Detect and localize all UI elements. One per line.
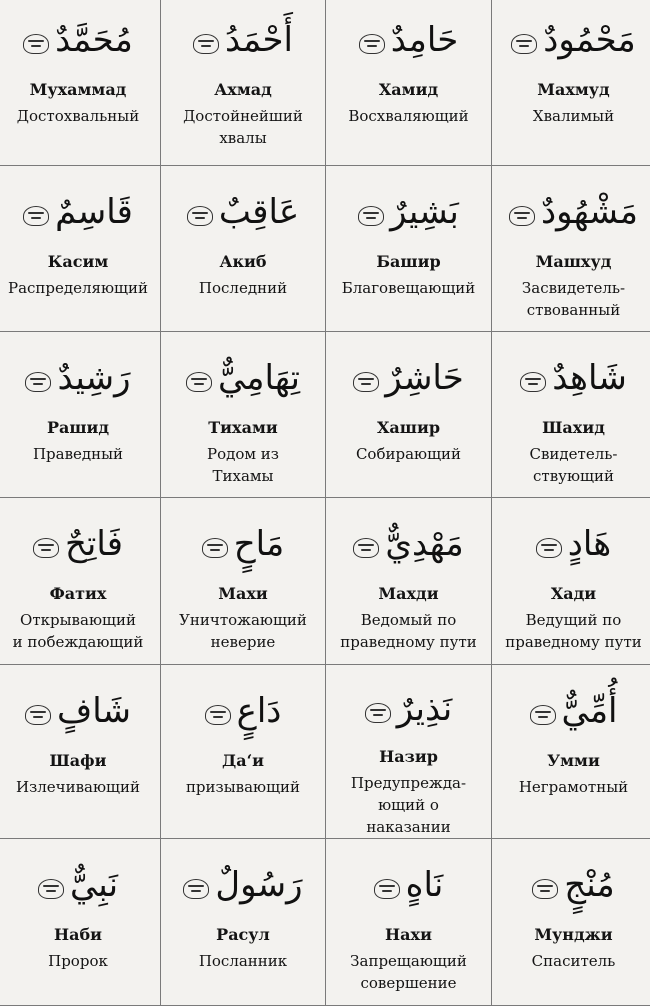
name-card — [492, 498, 650, 665]
arabic-name: بَشِيرٌ — [390, 192, 459, 232]
name-transliteration: Фатих — [49, 584, 107, 603]
salawat-ligature-icon — [202, 538, 228, 558]
arabic-name: حَامِدٌ — [390, 20, 459, 60]
name-card — [0, 332, 161, 498]
arabic-row — [25, 348, 130, 408]
name-card — [492, 665, 650, 839]
name-meaning: Распределяющий — [7, 279, 149, 297]
name-transliteration: Тихами — [208, 418, 278, 437]
salawat-ligature-icon — [532, 879, 558, 899]
arabic-name: مَحْمُودٌ — [543, 20, 636, 60]
arabic-name: رَشِيدٌ — [57, 358, 131, 398]
name-card — [161, 498, 326, 665]
name-card — [0, 839, 161, 1006]
name-card — [326, 332, 492, 498]
arabic-row — [202, 514, 285, 574]
name-meaning: призывающий — [185, 778, 301, 796]
name-card — [326, 0, 492, 166]
name-card — [161, 0, 326, 166]
name-meaning: Спаситель — [531, 952, 616, 970]
arabic-name: حَاشِرٌ — [385, 358, 464, 398]
name-card — [326, 166, 492, 332]
arabic-name: أُمِّيٌّ — [561, 691, 618, 731]
arabic-row — [353, 348, 464, 408]
salawat-ligature-icon — [25, 705, 51, 725]
name-card — [492, 0, 650, 166]
arabic-name: مُحَمَّدٌ — [55, 20, 133, 60]
arabic-name: رَسُولٌ — [215, 865, 303, 905]
salawat-ligature-icon — [359, 34, 385, 54]
name-meaning: Ведущий по праведному пути — [505, 611, 642, 651]
name-transliteration: Да‘и — [221, 751, 265, 770]
name-transliteration: Касим — [47, 252, 109, 271]
name-transliteration: Махмуд — [537, 80, 610, 99]
name-meaning: Свидетель- ствующий — [529, 445, 618, 485]
name-meaning: Достохвальный — [16, 107, 140, 125]
salawat-ligature-icon — [365, 703, 391, 723]
arabic-name: نَاهٍ — [405, 865, 444, 905]
name-meaning: Засвидетель- ствованный — [521, 279, 626, 319]
name-transliteration: Хамид — [378, 80, 439, 99]
arabic-row — [38, 855, 118, 915]
arabic-row — [365, 681, 453, 737]
salawat-ligature-icon — [183, 879, 209, 899]
arabic-name: مَشْهُودٌ — [541, 192, 638, 232]
name-card — [326, 665, 492, 839]
salawat-ligature-icon — [193, 34, 219, 54]
name-card — [0, 0, 161, 166]
salawat-ligature-icon — [374, 879, 400, 899]
name-meaning: Хвалимый — [532, 107, 615, 125]
arabic-name: عَاقِبٌ — [218, 192, 300, 232]
arabic-name: مَاحٍ — [233, 524, 285, 564]
salawat-ligature-icon — [536, 538, 562, 558]
arabic-row — [511, 10, 636, 70]
name-card — [492, 332, 650, 498]
name-meaning: Неграмотный — [518, 778, 629, 796]
salawat-ligature-icon — [187, 206, 213, 226]
salawat-ligature-icon — [23, 206, 49, 226]
name-meaning: Открывающий и побеждающий — [12, 611, 144, 651]
name-card — [0, 498, 161, 665]
name-card — [161, 665, 326, 839]
name-transliteration: Наби — [53, 925, 103, 944]
name-meaning: Посланник — [198, 952, 288, 970]
arabic-row — [186, 348, 300, 408]
name-card — [161, 839, 326, 1006]
name-transliteration: Шахид — [542, 418, 605, 437]
arabic-row — [536, 514, 611, 574]
name-meaning: Праведный — [32, 445, 124, 463]
arabic-name: شَافٍ — [56, 691, 132, 731]
name-transliteration: Машхуд — [535, 252, 612, 271]
name-transliteration: Ахмад — [214, 80, 272, 99]
arabic-row — [187, 182, 299, 242]
name-meaning: Уничтожающий неверие — [179, 611, 307, 651]
name-meaning: Последний — [198, 279, 288, 297]
name-transliteration: Мухаммад — [29, 80, 127, 99]
arabic-name: شَاهِدٌ — [552, 358, 627, 398]
name-meaning: Запрещающий совершение — [350, 952, 467, 992]
name-card — [326, 839, 492, 1006]
name-transliteration: Шафи — [49, 751, 107, 770]
name-card — [326, 498, 492, 665]
arabic-name: نَبِيٌّ — [69, 865, 119, 905]
name-transliteration: Махди — [378, 584, 439, 603]
salawat-ligature-icon — [33, 538, 59, 558]
name-card — [0, 665, 161, 839]
arabic-row — [205, 681, 282, 741]
name-transliteration: Хашир — [376, 418, 441, 437]
name-transliteration: Нахи — [385, 925, 432, 944]
arabic-name: هَادٍ — [567, 524, 612, 564]
name-transliteration: Рашид — [46, 418, 110, 437]
arabic-row — [23, 182, 133, 242]
arabic-row — [358, 182, 459, 242]
name-transliteration: Расул — [216, 925, 270, 944]
salawat-ligature-icon — [23, 34, 49, 54]
salawat-ligature-icon — [509, 206, 535, 226]
salawat-ligature-icon — [353, 372, 379, 392]
salawat-ligature-icon — [511, 34, 537, 54]
name-meaning: Благовещающий — [341, 279, 476, 297]
name-meaning: Ведомый по праведному пути — [340, 611, 477, 651]
salawat-ligature-icon — [205, 705, 231, 725]
name-transliteration: Назир — [379, 747, 438, 766]
name-meaning: Излечивающий — [16, 778, 140, 796]
salawat-ligature-icon — [358, 206, 384, 226]
salawat-ligature-icon — [186, 372, 212, 392]
name-meaning: Родом из Тихамы — [206, 445, 279, 485]
salawat-ligature-icon — [25, 372, 51, 392]
salawat-ligature-icon — [530, 705, 556, 725]
name-card — [492, 166, 650, 332]
name-transliteration: Башир — [376, 252, 441, 271]
name-card — [161, 332, 326, 498]
arabic-row — [353, 514, 463, 574]
arabic-row — [520, 348, 627, 408]
arabic-name: تِهَامِيٌّ — [217, 358, 301, 398]
arabic-row — [33, 514, 123, 574]
name-meaning: Предупрежда- ющий о наказании — [350, 774, 467, 836]
name-transliteration: Акиб — [219, 252, 267, 271]
arabic-name: قَاسِمٌ — [55, 192, 133, 232]
arabic-row — [23, 10, 133, 70]
arabic-name: فَاتِحٌ — [64, 524, 124, 564]
name-transliteration: Умми — [547, 751, 600, 770]
name-meaning: Собирающий — [355, 445, 462, 463]
arabic-row — [193, 10, 293, 70]
name-transliteration: Хади — [550, 584, 597, 603]
name-transliteration: Махи — [218, 584, 268, 603]
name-card — [0, 166, 161, 332]
name-card — [492, 839, 650, 1006]
arabic-row — [532, 855, 614, 915]
arabic-row — [530, 681, 618, 741]
name-transliteration: Мунджи — [534, 925, 613, 944]
arabic-row — [25, 681, 131, 741]
name-meaning: Достойнейший хвалы — [183, 107, 303, 147]
name-meaning: Восхваляющий — [348, 107, 469, 125]
salawat-ligature-icon — [520, 372, 546, 392]
name-card — [161, 166, 326, 332]
arabic-row — [359, 10, 458, 70]
arabic-name: دَاعٍ — [236, 691, 282, 731]
arabic-row — [509, 182, 638, 242]
name-meaning: Пророк — [48, 952, 108, 970]
arabic-row — [374, 855, 444, 915]
arabic-row — [183, 855, 302, 915]
arabic-name: مُنْجٍ — [564, 865, 615, 905]
salawat-ligature-icon — [38, 879, 64, 899]
arabic-name: مَهْدِيٌّ — [385, 524, 464, 564]
arabic-name: أَحْمَدُ — [225, 20, 293, 60]
arabic-name: نَذِيرٌ — [396, 689, 453, 729]
salawat-ligature-icon — [353, 538, 379, 558]
